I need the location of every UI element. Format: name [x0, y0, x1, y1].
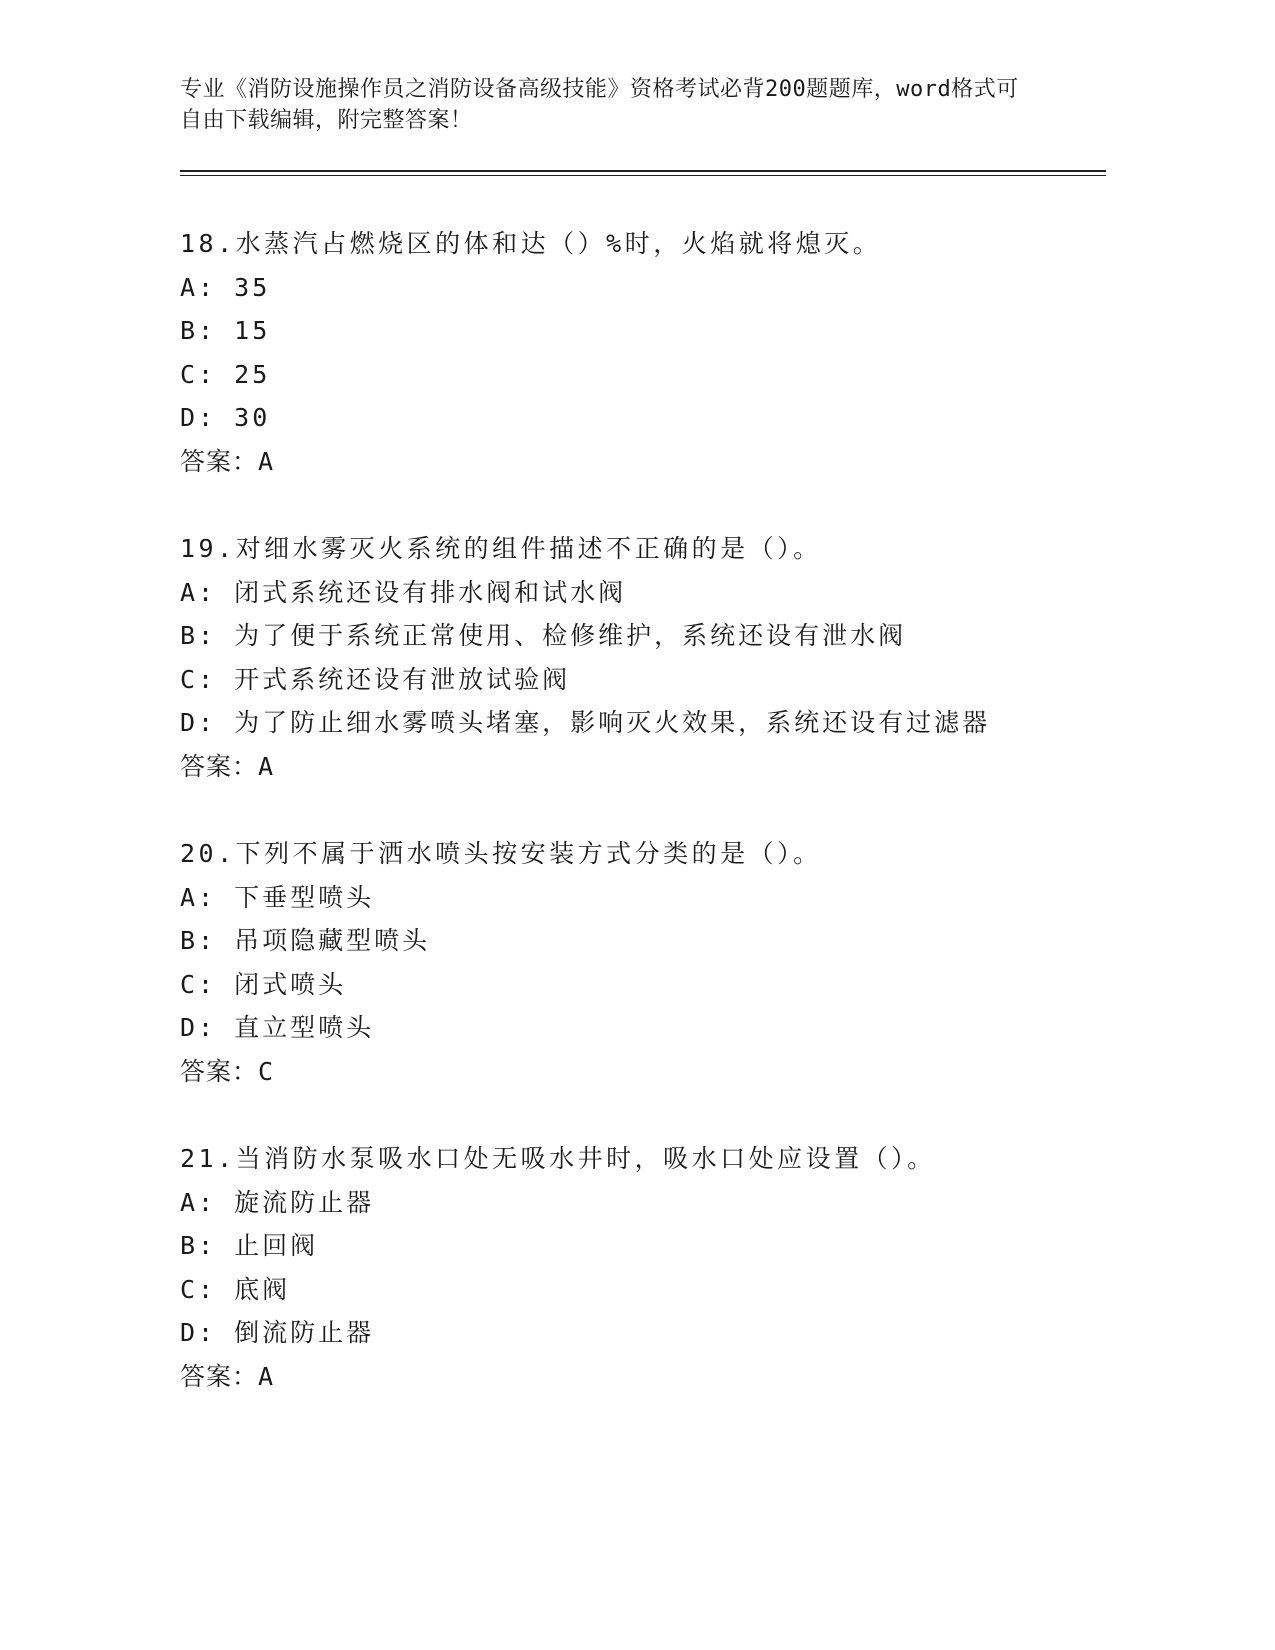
answer-label: 答案： [180, 1361, 259, 1391]
option-d [180, 701, 1140, 745]
question-stem: 21.当消防水泵吸水口处无吸水井时，吸水口处应设置（）。 [180, 1144, 936, 1173]
option-d [180, 1006, 1140, 1050]
option-letter: B: [180, 316, 217, 345]
answer-value: C [258, 1056, 275, 1086]
option-c [180, 658, 1140, 702]
answer-line [180, 440, 1140, 484]
answer-label: 答案： [180, 1056, 259, 1086]
option-letter: D: [180, 708, 217, 737]
option-letter: B: [180, 621, 217, 650]
option-a [180, 571, 1140, 615]
option-letter: C: [180, 969, 217, 999]
answer-line [180, 1050, 1140, 1094]
option-text: 35 [234, 272, 271, 302]
option-text: 开式系统还设有泄放试验阀 [234, 664, 571, 694]
option-letter: D: [180, 1013, 217, 1042]
question-stem: 18.水蒸汽占燃烧区的体和达（）%时，火焰就将熄灭。 [180, 229, 882, 258]
option-letter: A: [180, 577, 217, 607]
option-text: 为了防止细水雾喷头堵塞，影响灭火效果，系统还设有过滤器 [234, 708, 991, 737]
option-b [180, 614, 1140, 658]
option-text: 止回阀 [234, 1231, 319, 1260]
option-letter: C: [180, 664, 217, 694]
answer-value: A [258, 446, 275, 476]
option-text: 闭式系统还设有排水阀和试水阀 [234, 577, 627, 607]
option-text: 30 [234, 403, 271, 432]
question-stem: 19.对细水雾灭火系统的组件描述不正确的是（）。 [180, 534, 822, 563]
answer-label: 答案： [180, 751, 259, 781]
answer-value: A [258, 1361, 275, 1391]
option-text: 下垂型喷头 [234, 882, 375, 912]
answer-label: 答案： [180, 446, 259, 476]
option-letter: A: [180, 272, 217, 302]
option-letter: A: [180, 1187, 217, 1217]
option-c [180, 1268, 1140, 1312]
header-divider-thin [180, 175, 1106, 176]
option-letter: A: [180, 882, 217, 912]
option-d [180, 1311, 1140, 1355]
question-18 [180, 222, 1140, 483]
option-a [180, 1181, 1140, 1225]
option-letter: C: [180, 359, 217, 389]
question-stem: 20.下列不属于洒水喷头按安装方式分类的是（）。 [180, 839, 822, 868]
option-text: 闭式喷头 [234, 969, 347, 999]
question-20 [180, 832, 1140, 1093]
header-divider-thick [180, 170, 1106, 172]
question-21 [180, 1137, 1140, 1398]
option-text: 15 [234, 316, 271, 345]
question-19 [180, 527, 1140, 788]
option-a [180, 876, 1140, 920]
option-letter: D: [180, 403, 217, 432]
option-text: 直立型喷头 [234, 1013, 375, 1042]
option-letter: C: [180, 1274, 217, 1304]
option-text: 为了便于系统正常使用、检修维护，系统还设有泄水阀 [234, 621, 907, 650]
answer-line [180, 745, 1140, 789]
option-b [180, 1224, 1140, 1268]
option-text: 旋流防止器 [234, 1187, 375, 1217]
option-b [180, 309, 1140, 353]
option-a [180, 266, 1140, 310]
option-c [180, 353, 1140, 397]
option-letter: B: [180, 926, 217, 955]
option-text: 吊项隐藏型喷头 [234, 926, 431, 955]
option-text: 倒流防止器 [234, 1318, 375, 1347]
option-letter: D: [180, 1318, 217, 1347]
option-b [180, 919, 1140, 963]
option-letter: B: [180, 1231, 217, 1260]
option-text: 底阀 [234, 1274, 291, 1304]
option-d [180, 396, 1140, 440]
option-text: 25 [234, 359, 271, 389]
answer-value: A [258, 751, 275, 781]
document-header-description: 专业《消防设施操作员之消防设备高级技能》资格考试必背200题题库，word格式可自由下载编辑，附完整答案！ [180, 77, 1019, 133]
option-c [180, 963, 1140, 1007]
answer-line [180, 1355, 1140, 1399]
